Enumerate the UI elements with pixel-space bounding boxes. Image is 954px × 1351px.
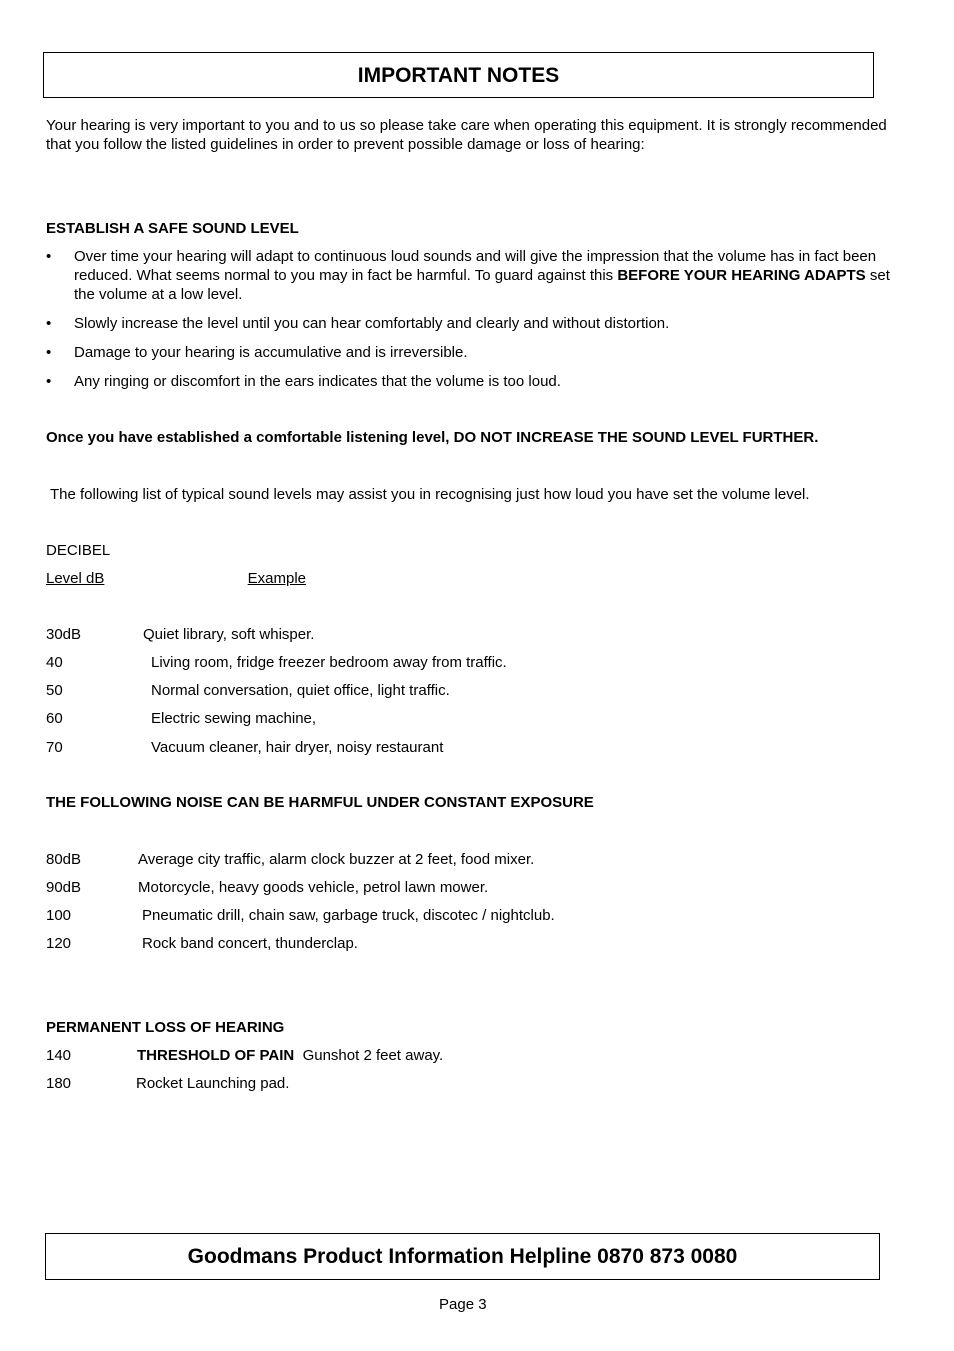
level-cell: 50 bbox=[46, 682, 63, 699]
list-item bbox=[46, 372, 906, 391]
example-cell: Quiet library, soft whisper. bbox=[143, 626, 315, 643]
example-cell: Rocket Launching pad. bbox=[136, 1075, 290, 1092]
threshold-label: THRESHOLD OF PAIN bbox=[137, 1047, 295, 1064]
level-cell: 30dB bbox=[46, 626, 82, 643]
bullet-text: Slowly increase the level until you can hear comfortably and clearly and without distortion. bbox=[74, 315, 670, 332]
level-cell: 90dB bbox=[46, 879, 82, 896]
list-item bbox=[46, 247, 906, 304]
intro-paragraph: Your hearing is very important to you and to us so please take care when operating this equipment. It is strongly recommended that you follow the listed guidelines in order to prevent possible damage or loss of hearing: bbox=[46, 117, 887, 153]
level-cell: 120 bbox=[46, 935, 72, 952]
level-cell: 80dB bbox=[46, 851, 82, 868]
warning-text: Once you have established a comfortable listening level, DO NOT INCREASE THE SOUND LEVEL FURTHER. bbox=[46, 429, 819, 446]
list-item bbox=[46, 314, 906, 333]
list-item bbox=[46, 343, 906, 362]
bullet-icon: • bbox=[46, 344, 52, 361]
section-heading-harmful: THE FOLLOWING NOISE CAN BE HARMFUL UNDER CONSTANT EXPOSURE bbox=[46, 794, 594, 811]
example-cell: Average city traffic, alarm clock buzzer at 2 feet, food mixer. bbox=[138, 851, 535, 868]
example-cell: Normal conversation, quiet office, light traffic. bbox=[151, 682, 450, 699]
level-cell: 70 bbox=[46, 739, 63, 756]
level-cell: 140 bbox=[46, 1047, 72, 1064]
bullet-icon: • bbox=[46, 373, 52, 390]
example-text: Gunshot 2 feet away. bbox=[302, 1047, 444, 1064]
example-cell: Vacuum cleaner, hair dryer, noisy restaurant bbox=[151, 739, 444, 756]
example-cell: Electric sewing machine, bbox=[151, 710, 317, 727]
example-cell: Motorcycle, heavy goods vehicle, petrol lawn mower. bbox=[138, 879, 489, 896]
example-cell: Rock band concert, thunderclap. bbox=[142, 935, 358, 952]
list-intro-text: The following list of typical sound levels may assist you in recognising just how loud you have set the volume level. bbox=[50, 486, 810, 503]
helpline-banner: Goodmans Product Information Helpline 0870 873 0080 bbox=[45, 1233, 880, 1280]
page-number: Page 3 bbox=[439, 1296, 487, 1313]
section-heading-safe-level: ESTABLISH A SAFE SOUND LEVEL bbox=[46, 220, 299, 237]
level-cell: 180 bbox=[46, 1075, 72, 1092]
table-caption: DECIBEL bbox=[46, 542, 111, 559]
bullet-text: Damage to your hearing is accumulative and is irreversible. bbox=[74, 344, 468, 361]
bullet-text: set the volume at a low level. bbox=[74, 267, 890, 303]
level-cell: 100 bbox=[46, 907, 72, 924]
example-cell bbox=[137, 1046, 443, 1065]
example-cell: Pneumatic drill, chain saw, garbage truck, discotec / nightclub. bbox=[142, 907, 555, 924]
bullet-text: Over time your hearing will adapt to continuous loud sounds and will give the impression that the volume has in fact been reduced. What seems normal to you may in fact be harmful. To guard against this bbox=[74, 248, 877, 284]
bullet-text: Any ringing or discomfort in the ears indicates that the volume is too loud. bbox=[74, 373, 561, 390]
guideline-list bbox=[46, 247, 906, 401]
column-header-level: Level dB bbox=[46, 570, 105, 587]
bullet-icon: • bbox=[46, 315, 52, 332]
section-heading-permanent-loss: PERMANENT LOSS OF HEARING bbox=[46, 1019, 285, 1036]
level-cell: 60 bbox=[46, 710, 63, 727]
bullet-bold-text: BEFORE YOUR HEARING ADAPTS bbox=[617, 267, 866, 284]
example-cell: Living room, fridge freezer bedroom away from traffic. bbox=[151, 654, 507, 671]
page-title: IMPORTANT NOTES bbox=[43, 52, 874, 98]
column-header-example: Example bbox=[247, 570, 306, 587]
level-cell: 40 bbox=[46, 654, 63, 671]
bullet-icon: • bbox=[46, 248, 52, 265]
